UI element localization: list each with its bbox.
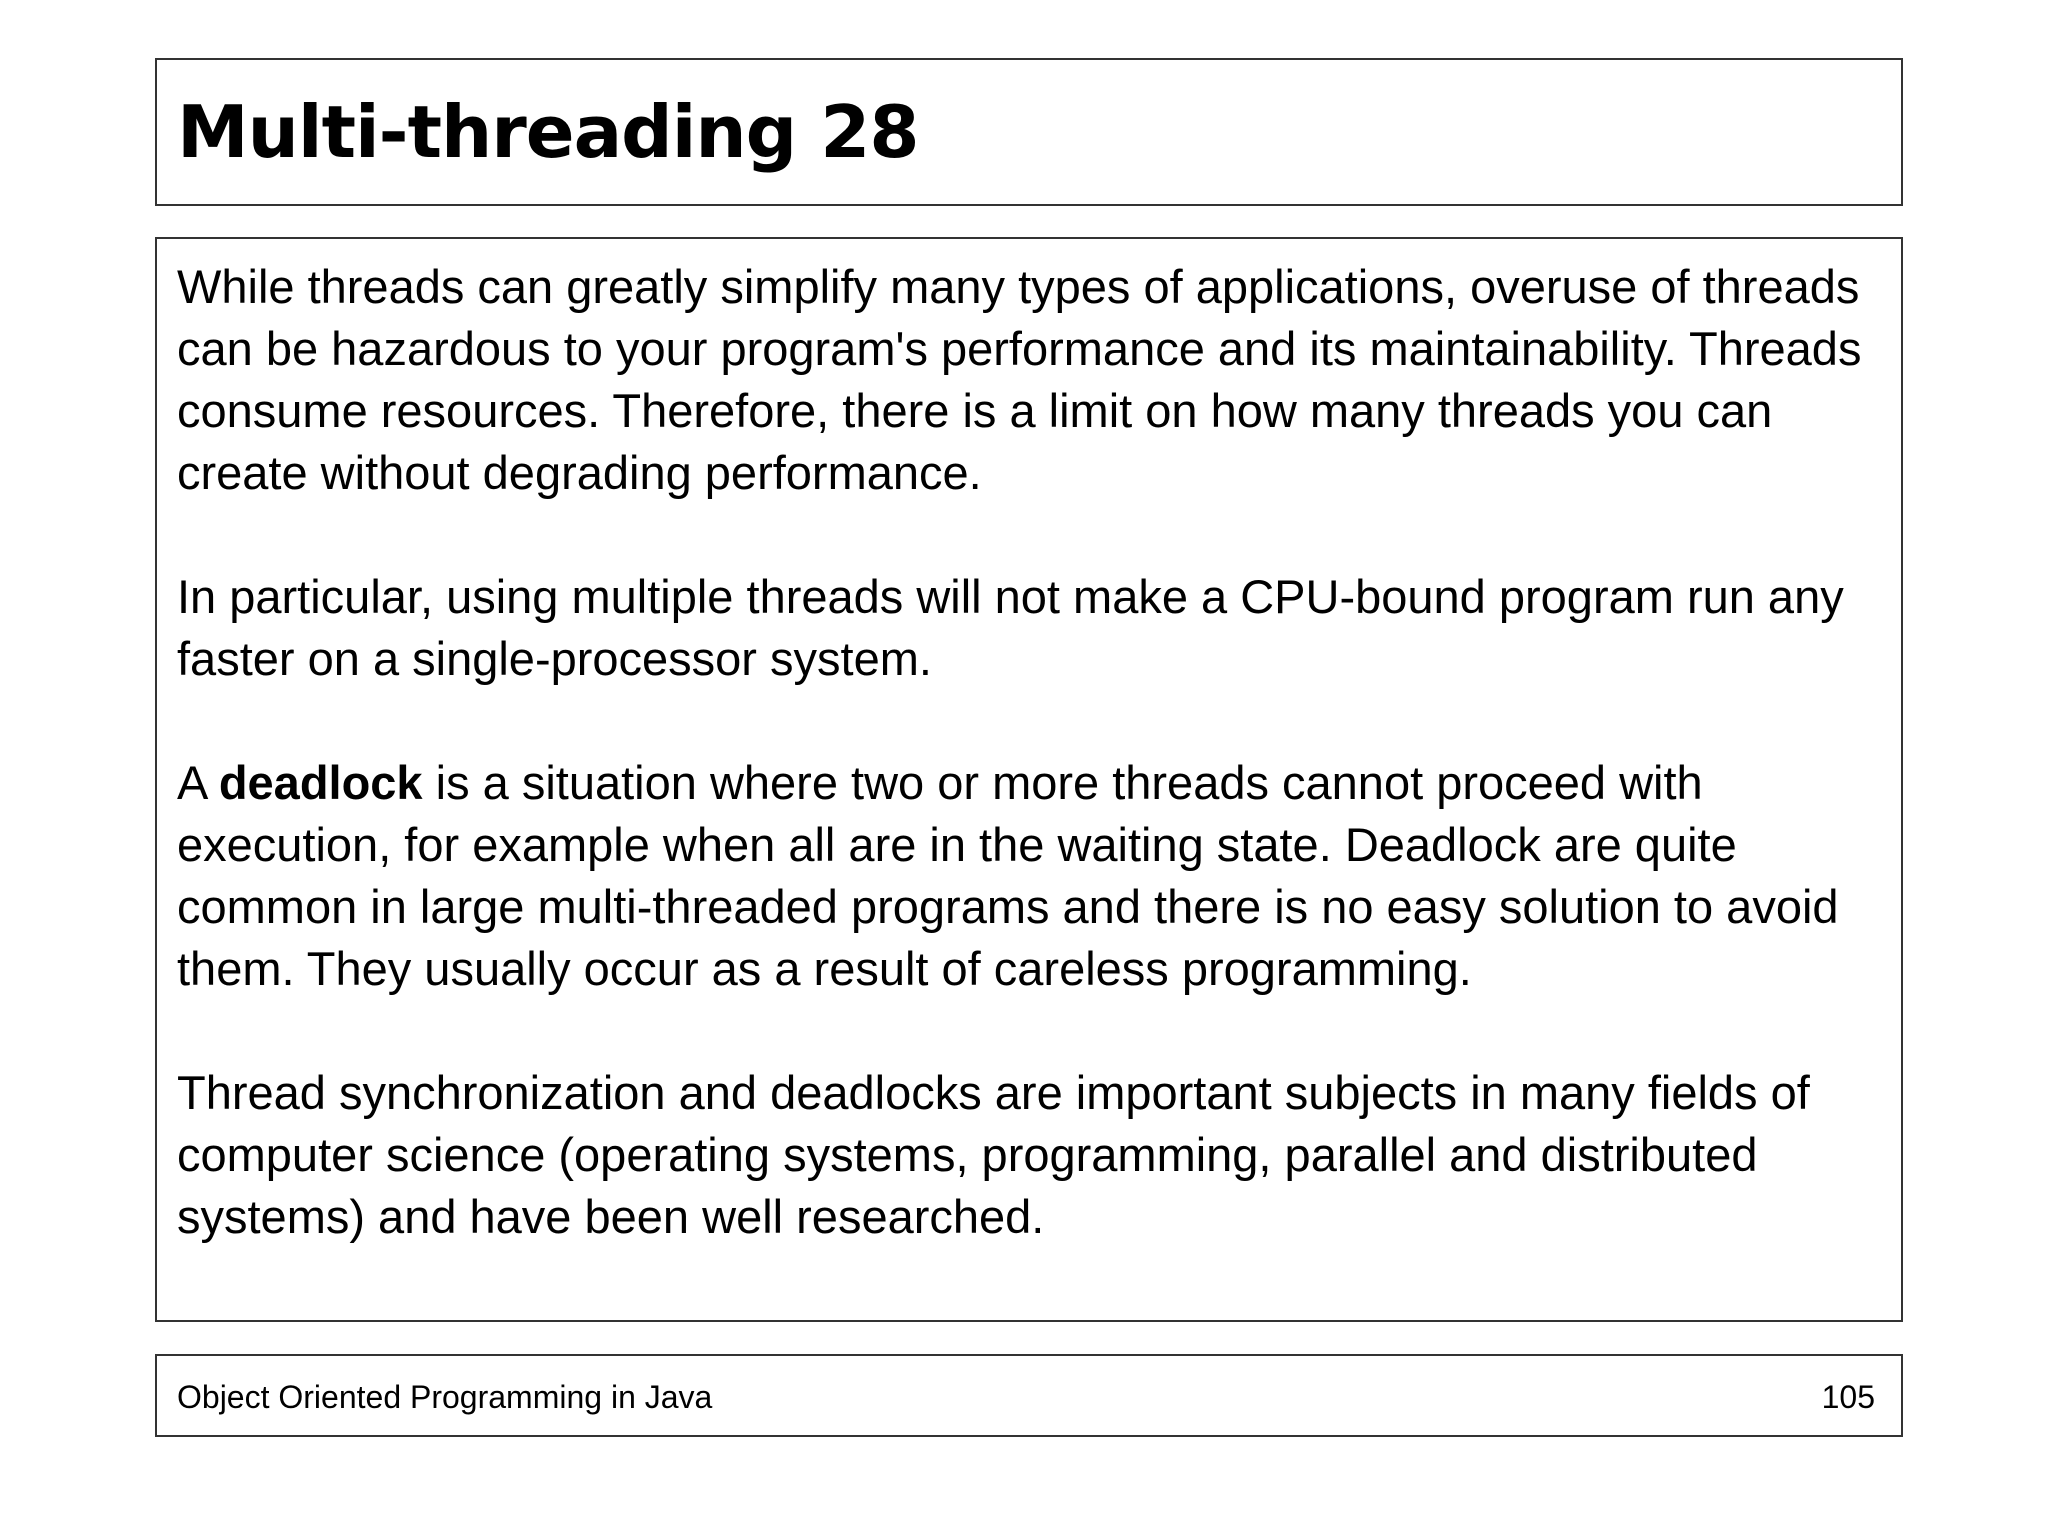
title-panel: [155, 58, 1903, 206]
paragraph-threads-overuse: While threads can greatly simplify many types of applications, overuse of threads can be hazardous to your program's performance and its maintainability. Threads consume resources. Therefore, there is a limit on how many threads you can create without degrading performance.: [177, 260, 1862, 499]
slide-body: [177, 256, 1881, 1248]
paragraph-deadlock: [177, 752, 1881, 1000]
paragraph-synchronization: Thread synchronization and deadlocks are important subjects in many fields of computer science (operating systems, programming, parallel and distributed systems) and have been well researched.: [177, 1066, 1810, 1243]
footer-panel: [155, 1354, 1903, 1437]
slide-title: Multi-threading 28: [177, 90, 919, 174]
page-number: 105: [1821, 1379, 1875, 1415]
deadlock-term: deadlock: [218, 756, 423, 809]
paragraph-cpu-bound: In particular, using multiple threads will not make a CPU-bound program run any faster on a single-processor system.: [177, 570, 1844, 685]
deadlock-definition: is a situation where two or more threads cannot proceed with execution, for example when all are in the waiting state. Deadlock are quite common in large multi-threaded programs and there is no easy solution to avoid them. They usually occur as a result of careless programming.: [177, 756, 1839, 995]
deadlock-prefix: A: [177, 756, 219, 809]
footer-course-title: Object Oriented Programming in Java: [177, 1379, 713, 1415]
content-panel: [155, 237, 1903, 1322]
